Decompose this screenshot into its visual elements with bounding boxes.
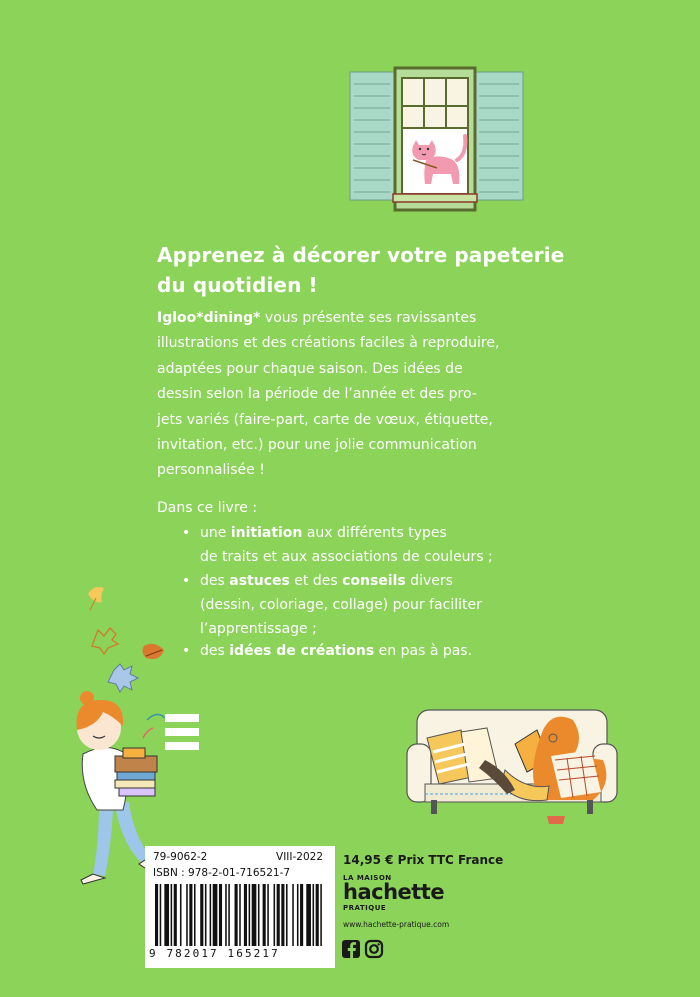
facebook-icon[interactable] [342, 940, 360, 958]
bullet-icon: • [182, 643, 191, 659]
publisher-logo: hachette [343, 880, 445, 904]
publisher-website[interactable]: www.hachette-pratique.com [343, 920, 450, 929]
price: 14,95 € Prix TTC France [343, 853, 504, 867]
bullet-icon: • [182, 573, 191, 589]
bullet-icon: • [182, 525, 191, 541]
intro-line: illustrations et des créations faciles à reproduire, [157, 335, 500, 352]
barcode-icon [155, 884, 325, 946]
reading-on-sofa-illustration [405, 700, 620, 830]
instagram-icon[interactable] [366, 941, 382, 957]
headline-line-1: Apprenez à décorer votre papeterie [157, 243, 565, 267]
intro-line: Igloo*dining* vous présente ses ravissantes [157, 310, 477, 326]
window-with-cat-illustration [345, 66, 530, 216]
list-intro: Dans ce livre : [157, 500, 258, 516]
intro-line: dessin selon la période de l’année et des pro- [157, 386, 477, 403]
isbn: ISBN : 978-2-01-716521-7 [153, 867, 291, 879]
intro-line: invitation, etc.) pour une jolie communication [157, 437, 477, 454]
edition-date: VIII-2022 [276, 851, 323, 863]
intro-line: jets variés (faire-part, carte de vœux, étiquette, [157, 411, 493, 428]
publisher-prefix: LA MAISON [343, 874, 392, 882]
brand-name: Igloo*dining* [157, 310, 261, 326]
barcode-digits: 9 782017 165217 [149, 947, 280, 960]
intro-line: adaptées pour chaque saison. Des idées de [157, 360, 463, 377]
intro-line: personnalisée ! [157, 462, 265, 479]
headline [157, 240, 597, 300]
product-code: 79-9062-2 [153, 851, 208, 863]
barcode-panel [145, 846, 335, 968]
publisher-suffix: PRATIQUE [343, 904, 387, 912]
headline-line-2: du quotidien ! [157, 273, 318, 297]
social-icons [341, 939, 385, 963]
intro-paragraph [157, 306, 529, 484]
leaves-illustration [70, 580, 200, 700]
